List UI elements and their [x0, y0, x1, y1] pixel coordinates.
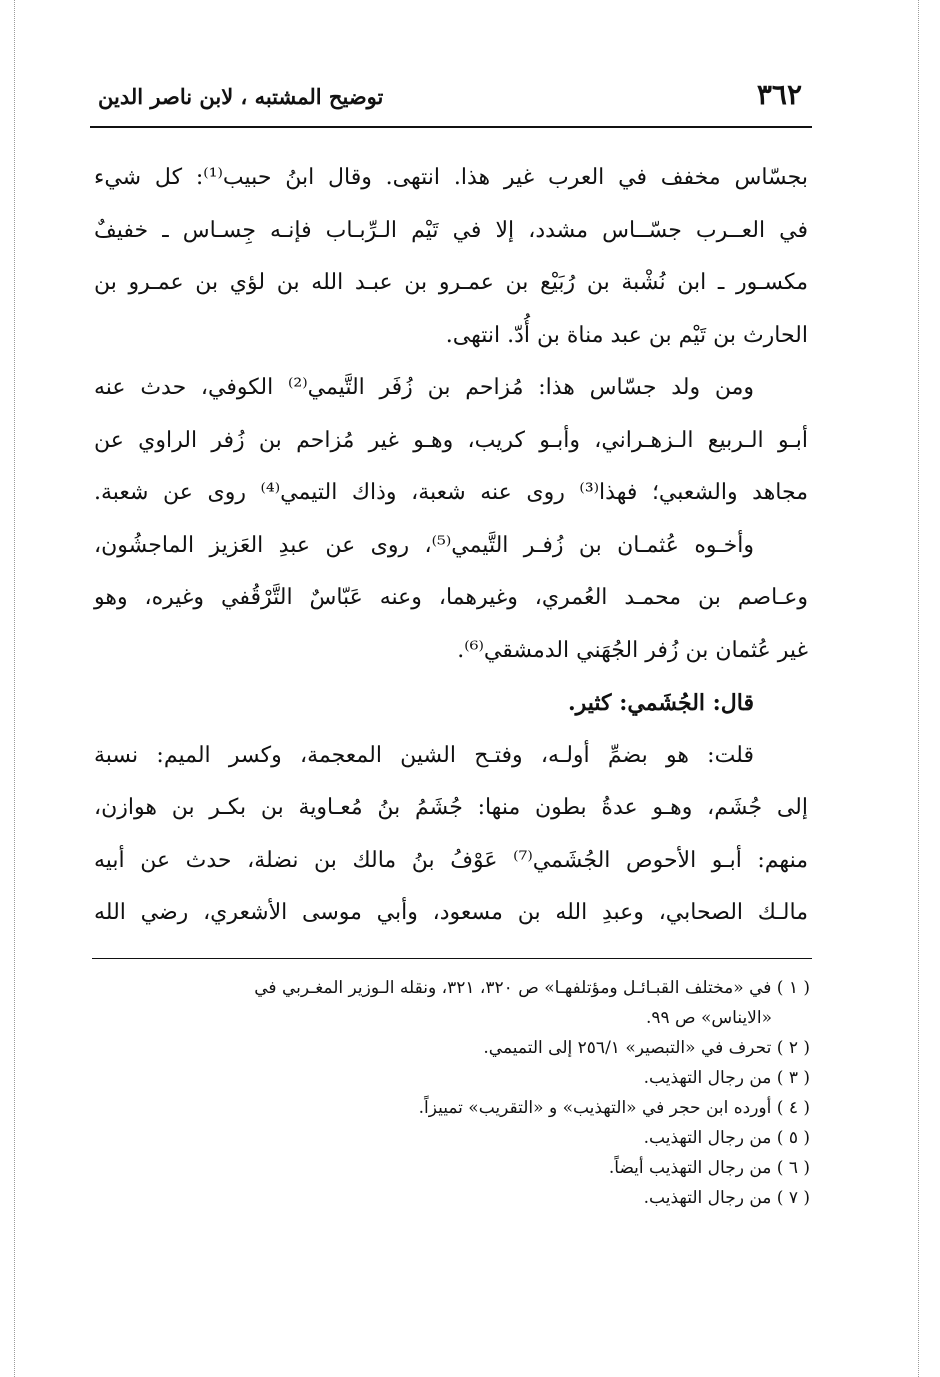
text-line: أبـو الـربيع الـزهـراني، وأبـو كريب، وهـو غير مُزاحم بن زُفر الراوي عن [94, 427, 808, 453]
book-page [90, 70, 812, 1213]
footnotes [90, 973, 812, 1213]
footnote-continuation: «الايناس» ص ٩٩. [645, 1007, 772, 1028]
footnote: ( ٥ ) من رجال التهذيب. [643, 1127, 810, 1148]
scan-margin-line-left [14, 0, 15, 1377]
footnote: ( ٤ ) أورده ابن حجر في «التهذيب» و «التقريب» تمييزاً. [418, 1097, 810, 1118]
text-line: غير عُثمان بن زُفر الجُهَني الدمشقي⁽⁶⁾. [457, 637, 808, 663]
text-line: مالـك الصحابي، وعبدِ الله بن مسعود، وأبي موسى الأشعري، رضي الله [94, 900, 808, 925]
footnote: ( ٧ ) من رجال التهذيب. [643, 1187, 810, 1208]
entry-heading: قال: الجُشَمي: كثير. [567, 690, 754, 716]
text-line: ومن ولد جسّاس هذا: مُزاحم بن زُفَر التَّيمي⁽²⁾ الكوفي، حدث عنه [94, 375, 754, 400]
text-line: إلى جُشَم، وهـو عدةُ بطون منها: جُشَمُ بنُ مُعـاوية بن بكـر بن هوازن، [94, 795, 808, 820]
text-line: بجسّاس مخفف في العرب غير هذا. انتهى. وقال ابنُ حبيب⁽¹⁾: كل شيء [94, 165, 808, 190]
text-line: الحارث بن تَيْم بن عبد مناة بن أُدّ. انتهى. [445, 322, 808, 348]
footnote-rule [92, 958, 812, 959]
header-rule [90, 126, 812, 128]
text-line: قلت: هو بضمِّ أولـه، وفتـح الشين المعجمة، وكسر الميم: نسبة [94, 742, 754, 768]
text-line: مجاهد والشعبي؛ فهذا⁽³⁾ روى عنه شعبة، وذاك التيمي⁽⁴⁾ روى عن شعبة. [94, 480, 808, 505]
footnote: ( ١ ) في «مختلف القبـائـل ومؤتلفهـا» ص ٣٢٠، ٣٢١، ونقله الـوزير المغـربي في [254, 977, 810, 998]
text-line: مكسـور ـ ابن نُشْبة بن رُبَيْع بن عمـرو بن عبـد الله بن لؤي بن عمـرو بن [94, 270, 808, 295]
scan-margin-line-right [918, 0, 919, 1377]
text-line: في العــرب جسّــاس مشدد، إلا في تَيْم الـرِّبـاب فإنـه جِسـاس ـ خفيفٌ [94, 217, 808, 243]
page-number: ٣٦٢ [756, 78, 802, 111]
text-line: وعـاصم بن محمـد العُمري، وغيرهما، وعنه عَبّاسٌ التَّرْقُفي وغيره، وهو [94, 585, 808, 610]
footnote: ( ٦ ) من رجال التهذيب أيضاً. [608, 1157, 810, 1178]
main-text [90, 152, 812, 940]
running-title: توضيح المشتبه ، لابن ناصر الدين [98, 84, 384, 109]
page-header [90, 70, 812, 122]
footnote: ( ٣ ) من رجال التهذيب. [643, 1067, 810, 1088]
footnote: ( ٢ ) تحرف في «التبصير» ٢٥٦/١ إلى التميمي. [483, 1037, 810, 1058]
text-line: وأخـوه عُثمـان بن زُفـر التَّيمي⁽⁵⁾، روى عن عبدِ العَزيز الماجشُون، [94, 532, 754, 558]
text-line: منهم: أبـو الأحوص الجُشَمي⁽⁷⁾ عَوْفُ بنُ مالك بن نضلة، حدث عن أبيه [94, 847, 808, 873]
